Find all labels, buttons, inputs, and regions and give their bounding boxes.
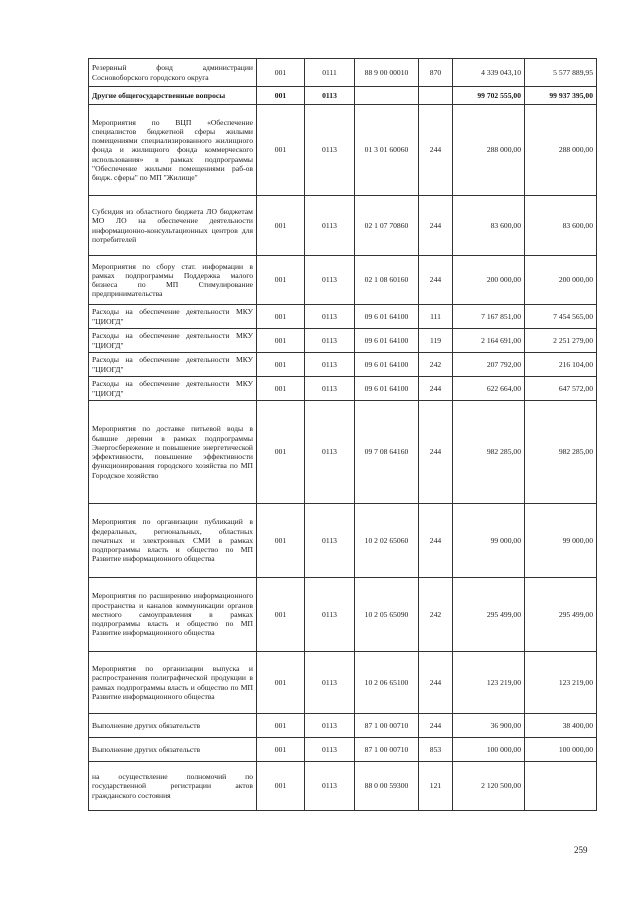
cell-name: Резервный фонд администрации Сосновоборского городского округа: [89, 59, 257, 87]
cell-sum-year1: 207 792,00: [453, 353, 525, 377]
cell-grbs: 001: [257, 762, 305, 811]
cell-razdel: 0113: [305, 578, 355, 652]
table-row: [89, 305, 597, 329]
cell-razdel: 0113: [305, 504, 355, 578]
cell-sum-year1: 295 499,00: [453, 578, 525, 652]
cell-razdel: 0113: [305, 652, 355, 714]
table-row: [89, 256, 597, 305]
cell-sum-year1: 83 600,00: [453, 196, 525, 256]
cell-sum-year2: 99 000,00: [525, 504, 597, 578]
cell-expense-type: 111: [419, 305, 453, 329]
cell-razdel: 0113: [305, 305, 355, 329]
cell-grbs: 001: [257, 59, 305, 87]
cell-name: Субсидия из областного бюджета ЛО бюджетам МО ЛО на обеспечение деятельности информационно-консультационных центров для потребителей: [89, 196, 257, 256]
cell-name: на осуществление полномочий по государственной регистрации актов гражданского состояния: [89, 762, 257, 811]
cell-grbs: 001: [257, 377, 305, 401]
cell-expense-type: 244: [419, 256, 453, 305]
cell-razdel: 0113: [305, 714, 355, 738]
cell-razdel: 0113: [305, 87, 355, 105]
cell-expense-type: 242: [419, 578, 453, 652]
cell-razdel: 0113: [305, 401, 355, 504]
cell-grbs: 001: [257, 105, 305, 196]
cell-target-article: 87 1 00 00710: [355, 714, 419, 738]
cell-target-article: 09 7 08 64160: [355, 401, 419, 504]
cell-sum-year1: 622 664,00: [453, 377, 525, 401]
cell-sum-year1: 288 000,00: [453, 105, 525, 196]
cell-target-article: 10 2 02 65060: [355, 504, 419, 578]
cell-sum-year1: 200 000,00: [453, 256, 525, 305]
cell-sum-year2: 982 285,00: [525, 401, 597, 504]
table-row: [89, 762, 597, 811]
cell-expense-type: [419, 87, 453, 105]
cell-razdel: 0113: [305, 196, 355, 256]
cell-name: Расходы на обеспечение деятельности МКУ "ЦИОГД": [89, 329, 257, 353]
cell-sum-year2: 5 577 889,95: [525, 59, 597, 87]
cell-grbs: 001: [257, 196, 305, 256]
table-row: [89, 377, 597, 401]
cell-sum-year1: 100 000,00: [453, 738, 525, 762]
cell-expense-type: 119: [419, 329, 453, 353]
table-row: [89, 196, 597, 256]
cell-sum-year2: 216 104,00: [525, 353, 597, 377]
cell-sum-year2: 38 400,00: [525, 714, 597, 738]
cell-name: Расходы на обеспечение деятельности МКУ "ЦИОГД": [89, 377, 257, 401]
table-row: [89, 59, 597, 87]
cell-sum-year1: 2 120 500,00: [453, 762, 525, 811]
cell-razdel: 0113: [305, 105, 355, 196]
cell-sum-year2: 647 572,00: [525, 377, 597, 401]
cell-grbs: 001: [257, 578, 305, 652]
table-row: [89, 87, 597, 105]
cell-sum-year1: 982 285,00: [453, 401, 525, 504]
cell-sum-year2: 295 499,00: [525, 578, 597, 652]
cell-target-article: 88 0 00 59300: [355, 762, 419, 811]
cell-target-article: 09 6 01 64100: [355, 329, 419, 353]
cell-name: Расходы на обеспечение деятельности МКУ "ЦИОГД": [89, 305, 257, 329]
cell-expense-type: 244: [419, 714, 453, 738]
cell-grbs: 001: [257, 353, 305, 377]
cell-sum-year2: 2 251 279,00: [525, 329, 597, 353]
cell-sum-year2: [525, 762, 597, 811]
cell-grbs: 001: [257, 738, 305, 762]
cell-sum-year2: 99 937 395,00: [525, 87, 597, 105]
cell-razdel: 0113: [305, 256, 355, 305]
cell-grbs: 001: [257, 305, 305, 329]
cell-expense-type: 121: [419, 762, 453, 811]
table-row: [89, 504, 597, 578]
cell-sum-year1: 7 167 851,00: [453, 305, 525, 329]
cell-sum-year1: 36 900,00: [453, 714, 525, 738]
table-row: [89, 105, 597, 196]
cell-sum-year2: 7 454 565,00: [525, 305, 597, 329]
cell-expense-type: 870: [419, 59, 453, 87]
table-row: [89, 738, 597, 762]
cell-expense-type: 244: [419, 401, 453, 504]
cell-name: Выполнение других обязательств: [89, 714, 257, 738]
cell-razdel: 0113: [305, 738, 355, 762]
cell-name: Мероприятия по ВЦП «Обеспечение специалистов бюджетной сферы жилыми помещениями специализированного жилищного фонда и жилищного фонда коммерческого использования» в рамках подпрограммы "Обеспечение жилыми помещениями раб-ов бюдж. сферы" по МП "Жилище": [89, 105, 257, 196]
cell-sum-year1: 123 219,00: [453, 652, 525, 714]
cell-sum-year2: 200 000,00: [525, 256, 597, 305]
cell-sum-year1: 2 164 691,00: [453, 329, 525, 353]
cell-sum-year2: 288 000,00: [525, 105, 597, 196]
cell-name: Выполнение других обязательств: [89, 738, 257, 762]
cell-sum-year2: 100 000,00: [525, 738, 597, 762]
cell-sum-year2: 123 219,00: [525, 652, 597, 714]
budget-table: [88, 58, 597, 811]
cell-target-article: 09 6 01 64100: [355, 353, 419, 377]
cell-target-article: 10 2 06 65100: [355, 652, 419, 714]
cell-name: Мероприятия по сбору стат. информации в рамках подпрограммы Поддержка малого бизнеса по МП Стимулирование предпринимательства: [89, 256, 257, 305]
cell-sum-year1: 4 339 043,10: [453, 59, 525, 87]
cell-expense-type: 244: [419, 377, 453, 401]
budget-table-body: [89, 59, 597, 811]
cell-target-article: 10 2 05 65090: [355, 578, 419, 652]
table-row: [89, 652, 597, 714]
table-row: [89, 353, 597, 377]
cell-target-article: 02 1 08 60160: [355, 256, 419, 305]
cell-target-article: 09 6 01 64100: [355, 305, 419, 329]
cell-razdel: 0113: [305, 329, 355, 353]
cell-name: Мероприятия по организации выпуска и распространения полиграфической продукции в рамках подпрограммы власть и общество по МП Развитие информационного общества: [89, 652, 257, 714]
table-row: [89, 329, 597, 353]
cell-sum-year2: 83 600,00: [525, 196, 597, 256]
cell-target-article: 02 1 07 70860: [355, 196, 419, 256]
cell-expense-type: 244: [419, 105, 453, 196]
cell-target-article: 87 1 00 00710: [355, 738, 419, 762]
cell-name: Другие общегосударственные вопросы: [89, 87, 257, 105]
cell-grbs: 001: [257, 87, 305, 105]
page-number: 259: [574, 845, 588, 855]
cell-name: Расходы на обеспечение деятельности МКУ "ЦИОГД": [89, 353, 257, 377]
cell-sum-year1: 99 000,00: [453, 504, 525, 578]
cell-name: Мероприятия по доставке питьевой воды в бывшие деревни в рамках подпрограммы Энергосбережение и повышение энергетической эффективности, повышение эффективности функционирования городского хозяйства по МП Городское хозяйство: [89, 401, 257, 504]
cell-sum-year1: 99 702 555,00: [453, 87, 525, 105]
table-row: [89, 578, 597, 652]
cell-grbs: 001: [257, 714, 305, 738]
table-row: [89, 401, 597, 504]
cell-expense-type: 853: [419, 738, 453, 762]
cell-grbs: 001: [257, 256, 305, 305]
cell-grbs: 001: [257, 504, 305, 578]
cell-razdel: 0113: [305, 377, 355, 401]
cell-razdel: 0113: [305, 762, 355, 811]
cell-grbs: 001: [257, 652, 305, 714]
cell-target-article: 09 6 01 64100: [355, 377, 419, 401]
cell-grbs: 001: [257, 329, 305, 353]
cell-expense-type: 242: [419, 353, 453, 377]
cell-expense-type: 244: [419, 652, 453, 714]
cell-expense-type: 244: [419, 504, 453, 578]
cell-razdel: 0111: [305, 59, 355, 87]
cell-expense-type: 244: [419, 196, 453, 256]
cell-target-article: 01 3 01 60060: [355, 105, 419, 196]
cell-grbs: 001: [257, 401, 305, 504]
cell-target-article: 88 9 00 00010: [355, 59, 419, 87]
cell-target-article: [355, 87, 419, 105]
cell-razdel: 0113: [305, 353, 355, 377]
cell-name: Мероприятия по организации публикаций в федеральных, региональных, областных печатных и электронных СМИ в рамках подпрограммы власть и общество по МП Развитие информационного общества: [89, 504, 257, 578]
cell-name: Мероприятия по расширению информационного пространства и каналов коммуникации органов местного самоуправления в рамках подпрограммы власть и общество по МП Развитие информационного общества: [89, 578, 257, 652]
table-row: [89, 714, 597, 738]
